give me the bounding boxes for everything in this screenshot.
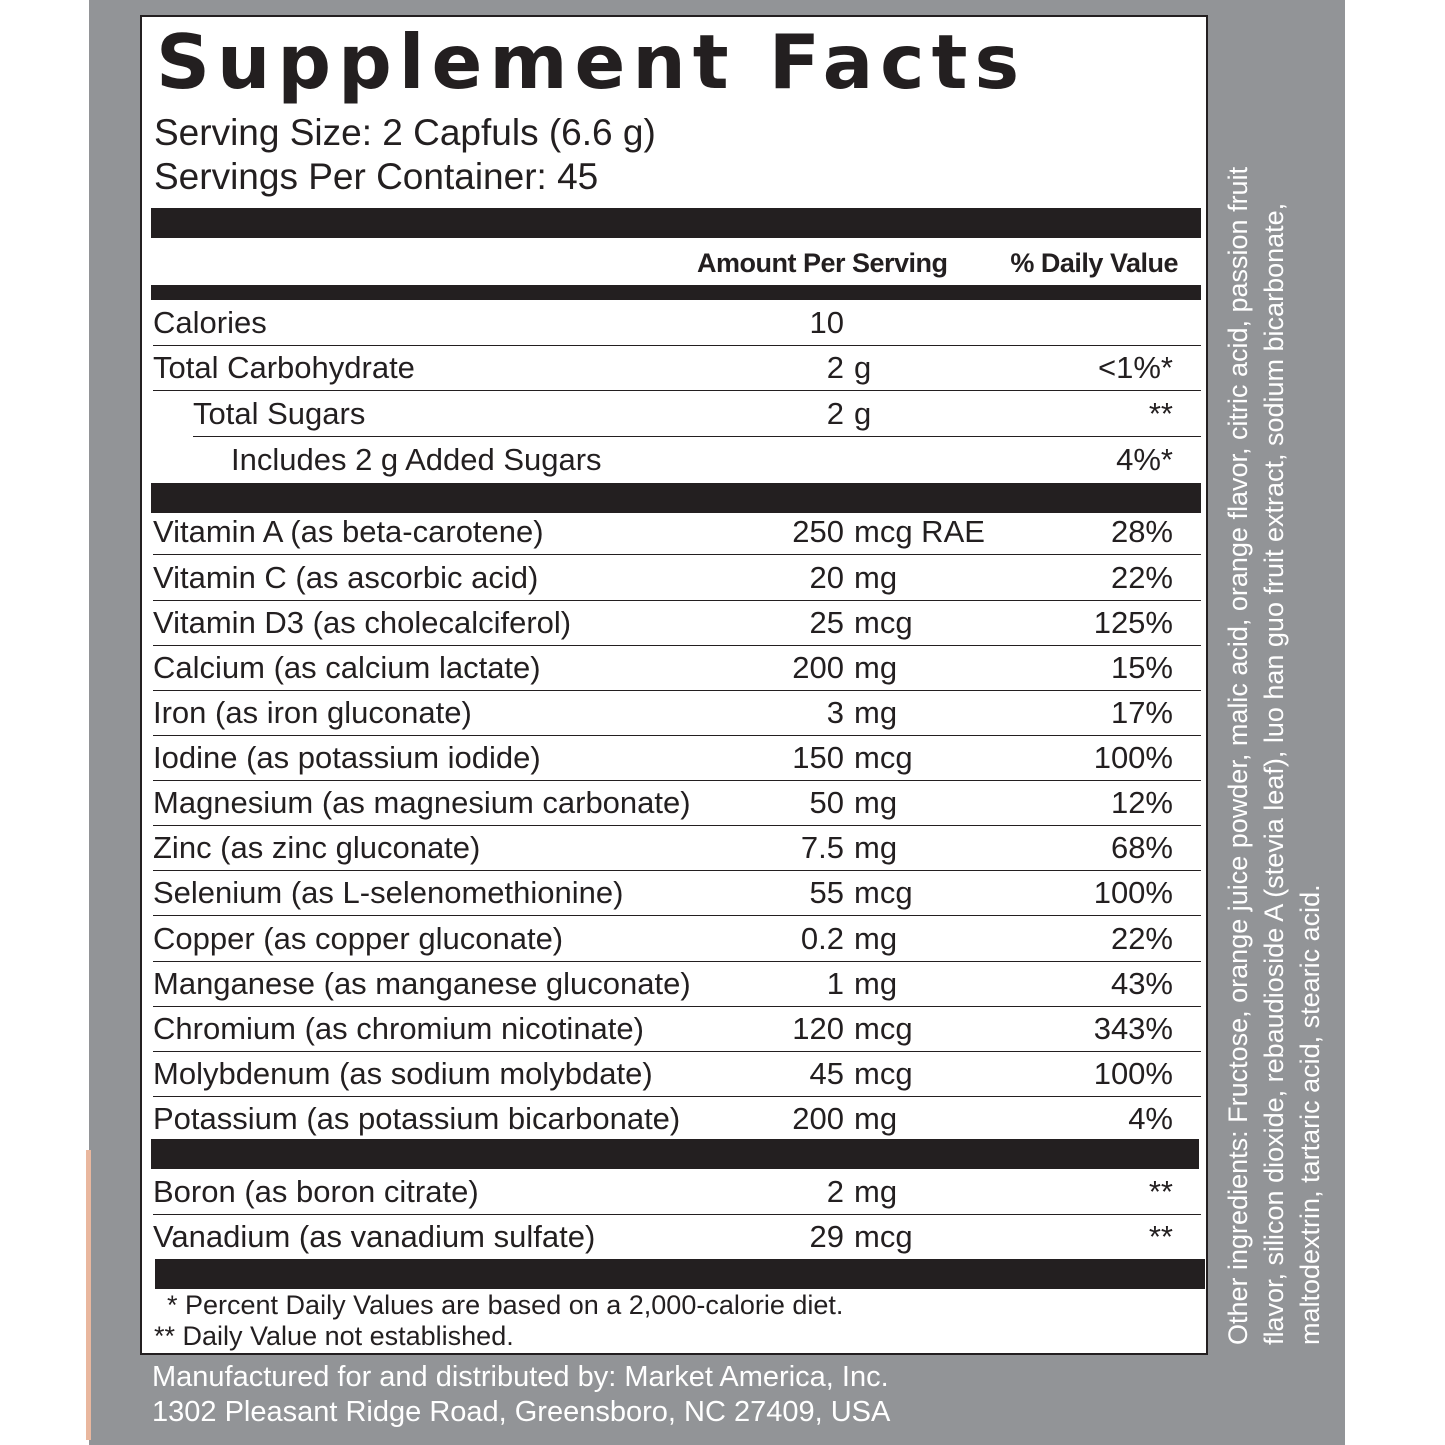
nutrient-daily-value: ** [1148, 1219, 1173, 1254]
left-margin [0, 0, 86, 1445]
nutrient-name: Includes 2 g Added Sugars [231, 442, 602, 477]
nutrient-name: Total Carbohydrate [153, 350, 415, 385]
nutrient-amount: 200 mg [792, 650, 898, 685]
other-ingredients [1220, 10, 1328, 1345]
nutrient-amount: 120 mcg [792, 1011, 913, 1046]
nutrient-amount: 3 mg [826, 695, 898, 730]
nutrient-row [153, 690, 1201, 736]
nutrient-row [153, 1214, 1201, 1259]
servings-per-container: Servings Per Container: 45 [154, 156, 599, 197]
nutrient-row [153, 1006, 1201, 1052]
nutrient-row [153, 735, 1201, 781]
header-amount-per-serving: Amount Per Serving [697, 248, 948, 278]
nutrient-name: Molybdenum (as sodium molybdate) [153, 1056, 653, 1091]
nutrient-name: Iodine (as potassium iodide) [153, 740, 541, 775]
nutrient-name: Potassium (as potassium bicarbonate) [153, 1101, 681, 1136]
nutrient-name: Calcium (as calcium lactate) [153, 650, 541, 685]
nutrient-daily-value: 17% [1110, 695, 1173, 730]
nutrient-row [153, 961, 1201, 1007]
nutrient-row [153, 870, 1201, 916]
nutrient-daily-value: 343% [1093, 1011, 1173, 1046]
serving-size: Serving Size: 2 Capfuls (6.6 g) [154, 112, 656, 153]
nutrient-daily-value: 4% [1128, 1101, 1173, 1136]
nutrient-row [153, 345, 1201, 391]
nutrient-daily-value: ** [1148, 1174, 1173, 1209]
nutrient-amount: 25 mcg [809, 605, 913, 640]
nutrient-name: Total Sugars [193, 396, 366, 431]
nutrient-amount: 45 mcg [809, 1056, 913, 1091]
nutrient-daily-value: 15% [1110, 650, 1173, 685]
nutrient-daily-value: 22% [1110, 921, 1173, 956]
nutrient-daily-value: 43% [1110, 966, 1173, 1001]
footnote-not-established: ** Daily Value not established. [154, 1321, 514, 1351]
header-divider [151, 285, 1201, 300]
nutrient-amount: 2 mg [826, 1174, 898, 1209]
nutrient-amount: 7.5 mg [800, 830, 898, 865]
nutrient-row [153, 825, 1201, 871]
nutrient-amount: 20 mg [809, 560, 898, 595]
nutrient-name: Vitamin D3 (as cholecalciferol) [153, 605, 572, 640]
manufacturer-line: Manufactured for and distributed by: Market America, Inc. [152, 1361, 889, 1393]
other-nutrients-divider [151, 1139, 1199, 1169]
nutrient-daily-value: <1%* [1098, 350, 1173, 385]
nutrient-amount: 0.2 mg [800, 921, 898, 956]
header-daily-value: % Daily Value [1010, 248, 1178, 278]
nutrient-amount: 200 mg [792, 1101, 898, 1136]
nutrient-daily-value: 12% [1110, 785, 1173, 820]
nutrient-daily-value: 68% [1110, 830, 1173, 865]
nutrient-daily-value: 125% [1093, 605, 1173, 640]
nutrient-amount: 10 [809, 305, 844, 340]
nutrient-name: Vitamin A (as beta-carotene) [153, 514, 544, 549]
nutrient-row [153, 555, 1201, 601]
nutrient-amount: 150 mcg [792, 740, 913, 775]
address-line: 1302 Pleasant Ridge Road, Greensboro, NC 27409, USA [152, 1396, 891, 1428]
nutrient-row [231, 437, 1201, 482]
manufacturer-info [152, 1360, 890, 1430]
nutrient-amount: 29 mcg [809, 1219, 913, 1254]
nutrient-daily-value: 28% [1110, 514, 1173, 549]
nutrient-daily-value: 100% [1093, 740, 1173, 775]
nutrient-name: Iron (as iron gluconate) [153, 695, 472, 730]
nutrient-row [153, 1096, 1201, 1141]
nutrient-daily-value: 100% [1093, 1056, 1173, 1091]
nutrient-name: Vanadium (as vanadium sulfate) [153, 1219, 596, 1254]
nutrient-daily-value: ** [1148, 396, 1173, 431]
footnote-divider [155, 1259, 1205, 1289]
footnote-percent-dv: * Percent Daily Values are based on a 2,000-calorie diet. [167, 1290, 844, 1320]
nutrient-name: Chromium (as chromium nicotinate) [153, 1011, 644, 1046]
accent-strip [86, 1150, 91, 1440]
nutrient-name: Vitamin C (as ascorbic acid) [153, 560, 539, 595]
nutrient-row [153, 1051, 1201, 1097]
nutrient-daily-value: 100% [1093, 875, 1173, 910]
nutrient-row [153, 916, 1201, 962]
nutrient-name: Manganese (as manganese gluconate) [153, 966, 691, 1001]
nutrient-daily-value: 4%* [1116, 442, 1173, 477]
nutrient-row [193, 391, 1201, 437]
label-title: Supplement Facts [156, 18, 1027, 106]
ingredients-line: flavor, silicon dioxide, rebaudioside A (stevia leaf), luo han guo fruit extract, sodium bicarbonate, [1259, 202, 1289, 1345]
ingredients-line: Other ingredients: Fructose, orange juice powder, malic acid, orange flavor, citric acid, passion fruit [1223, 166, 1253, 1345]
nutrient-name: Zinc (as zinc gluconate) [153, 830, 481, 865]
ingredients-line: maltodextrin, tartaric acid, stearic acid. [1295, 884, 1325, 1345]
supplement-facts-label [140, 15, 1208, 1355]
nutrient-name: Calories [153, 305, 267, 340]
nutrient-name: Boron (as boron citrate) [153, 1174, 479, 1209]
nutrient-amount: 55 mcg [809, 875, 913, 910]
nutrient-amount: 1 mg [826, 966, 898, 1001]
nutrient-row [153, 600, 1201, 646]
nutrient-row [153, 300, 1201, 346]
thick-divider [151, 208, 1201, 238]
nutrient-row [153, 1169, 1201, 1215]
nutrient-daily-value: 22% [1110, 560, 1173, 595]
nutrient-row [153, 645, 1201, 691]
nutrient-name: Selenium (as L-selenomethionine) [153, 875, 624, 910]
right-margin [1345, 0, 1445, 1445]
nutrient-amount: 50 mg [809, 785, 898, 820]
nutrient-name: Magnesium (as magnesium carbonate) [153, 785, 691, 820]
nutrient-amount: 250 mcg RAE [792, 514, 985, 549]
nutrient-amount: 2 g [826, 396, 872, 431]
nutrient-name: Copper (as copper gluconate) [153, 921, 564, 956]
nutrient-amount: 2 g [826, 350, 872, 385]
nutrient-row [153, 509, 1201, 555]
nutrient-row [153, 780, 1201, 826]
